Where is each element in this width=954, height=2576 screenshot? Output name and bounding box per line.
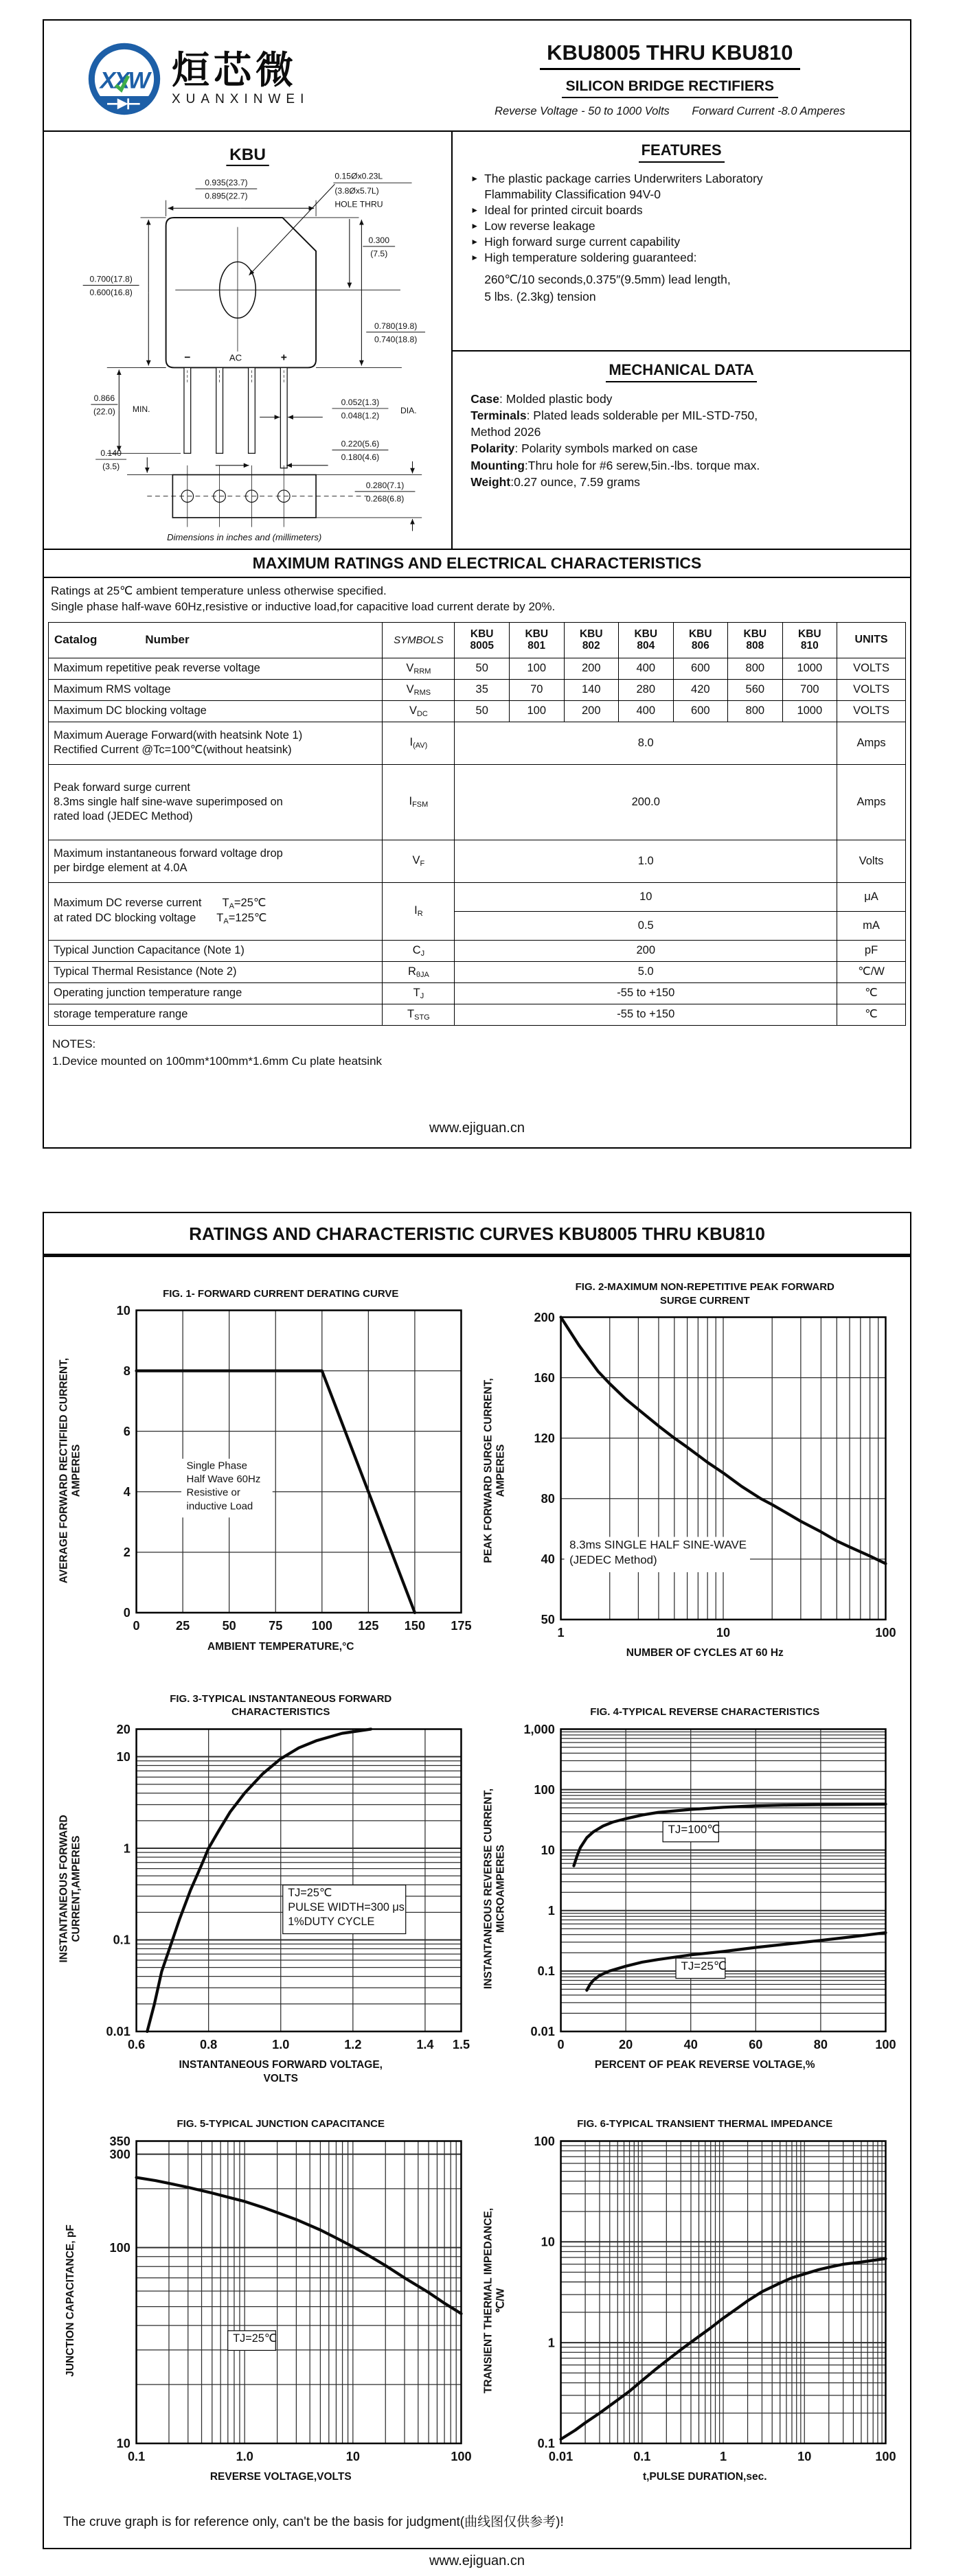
row-symbol: $V_F$	[383, 840, 455, 882]
logo-icon	[84, 38, 165, 119]
svg-text:0.180(4.6): 0.180(4.6)	[341, 452, 380, 463]
row-unit: VOLTS	[837, 700, 906, 722]
fig1-x-axis-label: AMBIENT TEMPERATURE,°C	[207, 1640, 354, 1653]
svg-text:0.6: 0.6	[127, 2037, 146, 2051]
row-value: 50	[455, 658, 510, 679]
row-value: 1000	[782, 658, 837, 679]
features-section: FEATURES ► The plastic package carries Underwriters Laboratory Flammability Classification 94V-0 ► Ideal for printed circuit boards ► Low reverse leakage ► High forward surge current capability ► High temperature soldering guaranteed: 260℃/10 seconds,0.375″(9.5mm) lead length, 5 lbs. (2.3kg) tension	[453, 132, 910, 352]
title-block	[444, 41, 896, 118]
row-value: 0.5	[455, 911, 837, 940]
svg-text:6: 6	[123, 1425, 130, 1439]
svg-text:1: 1	[547, 1903, 555, 1918]
part-number-title: KBU8005 THRU KBU810	[540, 41, 799, 70]
svg-text:20: 20	[618, 2037, 633, 2051]
row-label: Typical Thermal Resistance (Note 2)	[49, 961, 383, 982]
svg-text:(7.5): (7.5)	[370, 249, 388, 259]
model-header: KBU 8005	[455, 622, 510, 658]
fig2	[479, 1280, 900, 1661]
row-unit: ℃	[837, 1004, 906, 1025]
svg-text:0: 0	[123, 1606, 130, 1620]
row-symbol: $I_{(AV)}$	[383, 722, 455, 764]
row-label: Maximum DC blocking voltage	[49, 700, 383, 722]
table-header-row	[49, 622, 906, 658]
row-symbol: $I_R$	[383, 882, 455, 940]
svg-text:0.268(6.8): 0.268(6.8)	[365, 494, 405, 504]
svg-text:MIN.: MIN.	[132, 404, 150, 414]
row-unit: ℃	[837, 982, 906, 1004]
svg-text:100: 100	[534, 1782, 555, 1797]
svg-text:KBU: KBU	[229, 146, 266, 165]
row-value: 200	[564, 700, 619, 722]
row-unit: Amps	[837, 722, 906, 764]
ratings-tagline: Reverse Voltage - 50 to 1000 Volts Forward Current -8.0 Amperes	[495, 104, 845, 117]
fig6-plot	[511, 2132, 900, 2469]
svg-text:8: 8	[123, 1364, 130, 1379]
row-value: 70	[509, 679, 564, 700]
row-value: 600	[673, 658, 728, 679]
svg-text:200: 200	[534, 1310, 555, 1324]
svg-text:10: 10	[716, 1625, 730, 1640]
svg-text:1%DUTY CYCLE: 1%DUTY CYCLE	[288, 1915, 375, 1928]
company-name-en: XUANXINWEI	[172, 91, 310, 106]
fig5-y-axis-label: JUNCTION CAPACITANCE, pF	[64, 2224, 76, 2378]
svg-text:1,000: 1,000	[523, 1722, 555, 1736]
fig1	[55, 1280, 475, 1661]
svg-text:300: 300	[109, 2147, 130, 2161]
mechanical-data-section: MECHANICAL DATA Case: Molded plastic body Terminals: Plated leads solderable per MIL-STD-750, Method 2026 Polarity: Polarity symbols marked on case Mounting:Thru hole for #6 serew,5in.-lbs. torque max. Weight:0.27 ounce, 7.59 grams	[470, 361, 760, 489]
svg-text:40: 40	[683, 2037, 698, 2051]
svg-text:0.140: 0.140	[100, 448, 122, 459]
row-value: 5.0	[455, 961, 837, 982]
svg-text:1: 1	[557, 1625, 565, 1640]
website-footer: www.ejiguan.cn	[429, 1120, 525, 1136]
svg-text:0.866: 0.866	[93, 393, 115, 404]
svg-text:1.0: 1.0	[272, 2037, 290, 2051]
svg-text:0.780(19.8): 0.780(19.8)	[374, 321, 418, 331]
fig4-title: FIG. 4-TYPICAL REVERSE CHARACTERISTICS	[590, 1706, 820, 1718]
svg-text:0.048(1.2): 0.048(1.2)	[341, 411, 380, 421]
table-row	[49, 1004, 906, 1025]
row-label: Maximum RMS voltage	[49, 679, 383, 700]
svg-text:10: 10	[541, 2235, 555, 2249]
table-row	[49, 679, 906, 700]
catalog-number-header: Catalog Number	[49, 622, 383, 658]
svg-text:100: 100	[109, 2240, 130, 2255]
fig6	[479, 2117, 900, 2484]
row-value: -55 to +150	[455, 982, 837, 1004]
svg-text:(22.0): (22.0)	[93, 406, 115, 417]
row-label: Peak forward surge current 8.3ms single half sine-wave superimposed on rated load (JEDEC Method)	[49, 764, 383, 840]
svg-text:0.8: 0.8	[200, 2037, 218, 2051]
row-value: 8.0	[455, 722, 837, 764]
row-value: 800	[728, 658, 783, 679]
svg-text:20: 20	[116, 1722, 130, 1736]
svg-text:175: 175	[451, 1619, 472, 1633]
fig3-y-axis-label: INSTANTANEOUS FORWARD CURRENT,AMPERES	[58, 1815, 82, 1964]
svg-text:1: 1	[123, 1841, 130, 1855]
svg-text:PULSE WIDTH=300 μs: PULSE WIDTH=300 μs	[288, 1900, 405, 1913]
row-value: 280	[619, 679, 674, 700]
svg-text:TJ=25℃: TJ=25℃	[233, 2332, 277, 2345]
svg-text:1: 1	[719, 2449, 727, 2463]
row-symbol: $T_{STG}$	[383, 1004, 455, 1025]
fig3	[55, 1692, 475, 2086]
svg-text:TJ=25℃: TJ=25℃	[288, 1886, 332, 1899]
row-value: 800	[728, 700, 783, 722]
svg-text:Dimensions in inches and (mill: Dimensions in inches and (millimeters)	[167, 532, 322, 543]
row-unit: mA	[837, 911, 906, 940]
svg-text:1: 1	[547, 2336, 555, 2350]
svg-text:1.5: 1.5	[452, 2037, 470, 2051]
svg-text:inductive Load: inductive Load	[186, 1500, 253, 1513]
website-footer: www.ejiguan.cn	[429, 2553, 525, 2569]
svg-text:0.01: 0.01	[530, 2025, 555, 2039]
table-row	[49, 658, 906, 679]
svg-text:(3.8Øx5.7L): (3.8Øx5.7L)	[334, 185, 379, 196]
row-unit: pF	[837, 940, 906, 961]
fig6-x-axis-label: t,PULSE DURATION,sec.	[642, 2471, 767, 2483]
svg-text:0.01: 0.01	[548, 2449, 573, 2463]
svg-text:100: 100	[311, 1619, 332, 1633]
symbols-header: SYMBOLS	[383, 622, 455, 658]
svg-text:75: 75	[269, 1619, 283, 1633]
svg-text:1.4: 1.4	[416, 2037, 434, 2051]
row-value: 400	[619, 700, 674, 722]
svg-text:1.0: 1.0	[236, 2449, 253, 2463]
model-header: KBU 801	[509, 622, 564, 658]
features-heading: FEATURES	[639, 141, 725, 163]
row-value: 50	[455, 700, 510, 722]
fig1-y-axis-label: AVERAGE FORWARD RECTIFIED CURRENT, AMPERES	[58, 1357, 82, 1583]
row-symbol: $I_{FSM}$	[383, 764, 455, 840]
table-row	[49, 961, 906, 982]
svg-text:AC: AC	[229, 352, 242, 363]
table-row	[49, 840, 906, 882]
table-row	[49, 700, 906, 722]
svg-text:120: 120	[534, 1431, 555, 1445]
fig3-x-axis-label: INSTANTANEOUS FORWARD VOLTAGE, VOLTS	[179, 2058, 383, 2085]
svg-text:TJ=25℃: TJ=25℃	[681, 1959, 727, 1973]
svg-text:0.895(22.7): 0.895(22.7)	[205, 191, 248, 201]
table-row	[49, 982, 906, 1004]
table-row	[49, 940, 906, 961]
svg-text:80: 80	[541, 1491, 555, 1506]
mechanical-data-heading: MECHANICAL DATA	[606, 361, 756, 382]
row-value: 1000	[782, 700, 837, 722]
fig1-plot	[87, 1302, 475, 1638]
svg-text:50: 50	[541, 1613, 555, 1627]
svg-text:10: 10	[541, 1843, 555, 1857]
svg-text:100: 100	[874, 1625, 896, 1640]
curves-grid	[44, 1257, 910, 2484]
model-header: KBU 806	[673, 622, 728, 658]
svg-text:0.1: 0.1	[113, 1933, 130, 1947]
notes-section	[44, 1026, 910, 1070]
fig4	[479, 1692, 900, 2086]
package-outline-drawing	[47, 136, 448, 547]
table-row	[49, 764, 906, 840]
row-label: Maximum repetitive peak reverse voltage	[49, 658, 383, 679]
svg-text:100: 100	[451, 2449, 472, 2463]
row-value: 200	[455, 940, 837, 961]
svg-text:0.740(18.8): 0.740(18.8)	[374, 334, 418, 345]
svg-text:0.052(1.3): 0.052(1.3)	[341, 398, 380, 408]
ratings-table	[48, 622, 906, 1026]
fig4-y-axis-label: INSTANTANEOUS REVERSE CURRENT, MICROAMPERES	[482, 1789, 507, 1990]
note-line: 1.Device mounted on 100mm*100mm*1.6mm Cu plate heatsink	[52, 1055, 383, 1068]
svg-text:100: 100	[534, 2134, 555, 2148]
device-type-subtitle: SILICON BRIDGE RECTIFIERS	[562, 78, 778, 98]
bullet-icon: ►	[470, 237, 479, 247]
svg-text:4: 4	[123, 1485, 130, 1499]
curves-disclaimer: The cruve graph is for reference only, can't be the basis for judgment(曲线图仅供参考)!	[63, 2515, 564, 2530]
max-ratings-banner: MAXIMUM RATINGS AND ELECTRICAL CHARACTERISTICS	[44, 549, 910, 578]
table-row	[49, 722, 906, 764]
svg-text:0.1: 0.1	[127, 2449, 146, 2463]
svg-text:Single Phase: Single Phase	[186, 1460, 247, 1472]
row-symbol: $R_{\theta JA}$	[383, 961, 455, 982]
svg-text:+: +	[280, 352, 287, 364]
curves-page-title: RATINGS AND CHARACTERISTIC CURVES KBU8005 THRU KBU810	[44, 1213, 910, 1257]
svg-text:(3.5): (3.5)	[102, 461, 120, 472]
row-unit: μA	[837, 882, 906, 911]
fig4-x-axis-label: PERCENT OF PEAK REVERSE VOLTAGE,%	[594, 2059, 815, 2071]
fig5	[55, 2117, 475, 2484]
fig6-y-axis-label: TRANSIENT THERMAL IMPEDANCE, ℃/W	[482, 2208, 507, 2394]
svg-text:Resistive or: Resistive or	[186, 1486, 240, 1499]
row-value: 140	[564, 679, 619, 700]
row-unit: ℃/W	[837, 961, 906, 982]
svg-text:0.1: 0.1	[537, 1964, 555, 1978]
fig3-title: FIG. 3-TYPICAL INSTANTANEOUS FORWARD CHARACTERISTICS	[170, 1692, 392, 1718]
svg-text:0.220(5.6): 0.220(5.6)	[341, 439, 380, 449]
row-symbol: $V_{RMS}$	[383, 679, 455, 700]
row-label: Maximum instantaneous forward voltage drop per birdge element at 4.0A	[49, 840, 383, 882]
svg-text:0: 0	[133, 1619, 140, 1633]
svg-text:0.1: 0.1	[537, 2436, 555, 2450]
row-value: 420	[673, 679, 728, 700]
row-value: 600	[673, 700, 728, 722]
svg-text:150: 150	[404, 1619, 426, 1633]
row-value: -55 to +150	[455, 1004, 837, 1025]
bullet-icon: ►	[470, 174, 479, 183]
row-unit: Amps	[837, 764, 906, 840]
svg-text:160: 160	[534, 1370, 555, 1385]
svg-text:0.300: 0.300	[368, 235, 390, 246]
svg-text:0.1: 0.1	[633, 2449, 650, 2463]
fig2-title: FIG. 2-MAXIMUM NON-REPETITIVE PEAK FORWARD SURGE CURRENT	[575, 1281, 834, 1307]
svg-text:0.01: 0.01	[106, 2024, 130, 2038]
row-value: 560	[728, 679, 783, 700]
row-value: 200.0	[455, 764, 837, 840]
svg-text:10: 10	[345, 2449, 360, 2463]
row-value: 1.0	[455, 840, 837, 882]
svg-text:0.600(16.8): 0.600(16.8)	[89, 288, 133, 298]
svg-text:60: 60	[748, 2037, 762, 2051]
row-value: 10	[455, 882, 837, 911]
svg-text:80: 80	[813, 2037, 828, 2051]
row-value: 200	[564, 658, 619, 679]
model-header: KBU 802	[564, 622, 619, 658]
datasheet-page-1	[43, 19, 911, 1149]
row-label: Typical Junction Capacitance (Note 1)	[49, 940, 383, 961]
svg-text:(JEDEC Method): (JEDEC Method)	[569, 1553, 657, 1567]
svg-text:10: 10	[116, 2436, 130, 2450]
row-value: 400	[619, 658, 674, 679]
svg-text:40: 40	[541, 1552, 555, 1567]
row-value: 100	[509, 700, 564, 722]
fig5-plot	[87, 2132, 475, 2469]
model-header: KBU 808	[728, 622, 783, 658]
svg-text:10: 10	[116, 1304, 130, 1318]
row-value: 700	[782, 679, 837, 700]
company-name-cn: 烜芯微	[172, 49, 298, 92]
svg-text:0: 0	[557, 2037, 565, 2051]
row-symbol: $T_J$	[383, 982, 455, 1004]
row-label: storage temperature range	[49, 1004, 383, 1025]
svg-text:10: 10	[797, 2449, 811, 2463]
fig4-plot	[511, 1721, 900, 2057]
svg-text:XXW: XXW	[100, 67, 149, 94]
svg-text:0.700(17.8): 0.700(17.8)	[89, 274, 133, 284]
svg-text:TJ=100℃: TJ=100℃	[668, 1822, 720, 1836]
svg-text:8.3ms SINGLE HALF SINE-WAVE: 8.3ms SINGLE HALF SINE-WAVE	[569, 1538, 747, 1552]
svg-text:0.280(7.1): 0.280(7.1)	[365, 481, 405, 491]
table-row	[49, 882, 906, 911]
row-label: Maximum DC reverse current $T_A=25℃$ at rated DC blocking voltage $T_A=125℃$	[49, 882, 383, 940]
svg-text:0.935(23.7): 0.935(23.7)	[205, 178, 248, 188]
svg-text:350: 350	[109, 2134, 130, 2148]
row-symbol: $V_{DC}$	[383, 700, 455, 722]
bullet-icon: ►	[470, 205, 479, 216]
fig5-title: FIG. 5-TYPICAL JUNCTION CAPACITANCE	[177, 2118, 385, 2130]
svg-text:125: 125	[358, 1619, 379, 1633]
svg-text:Half Wave 60Hz: Half Wave 60Hz	[186, 1473, 261, 1486]
fig3-plot	[87, 1721, 475, 2057]
svg-text:1.2: 1.2	[344, 2037, 362, 2051]
svg-text:100: 100	[874, 2449, 896, 2463]
fig2-x-axis-label: NUMBER OF CYCLES AT 60 Hz	[626, 1647, 784, 1659]
fig1-title: FIG. 1- FORWARD CURRENT DERATING CURVE	[163, 1287, 399, 1300]
fig6-title: FIG. 6-TYPICAL TRANSIENT THERMAL IMPEDANCE	[577, 2118, 833, 2130]
svg-text:50: 50	[222, 1619, 236, 1633]
svg-text:−: −	[184, 352, 191, 364]
datasheet-page-2	[43, 1212, 911, 2549]
svg-text:25: 25	[176, 1619, 190, 1633]
svg-text:0.15Øx0.23L: 0.15Øx0.23L	[334, 171, 383, 181]
company-logo	[58, 38, 444, 119]
row-label: Maximum Auerage Forward(with heatsink Note 1) Rectified Current @Tc=100℃(without heatsink)	[49, 722, 383, 764]
fig5-x-axis-label: REVERSE VOLTAGE,VOLTS	[209, 2471, 352, 2483]
row-value: 35	[455, 679, 510, 700]
row-unit: VOLTS	[837, 658, 906, 679]
svg-text:100: 100	[874, 2037, 896, 2051]
model-header: KBU 804	[619, 622, 674, 658]
fig2-plot	[511, 1309, 900, 1645]
units-header: UNITS	[837, 622, 906, 658]
row-symbol: $V_{RRM}$	[383, 658, 455, 679]
fig2-y-axis-label: PEAK FORWARD SURGE CURRENT, AMPERES	[482, 1378, 507, 1563]
bullet-icon: ►	[470, 253, 479, 263]
bullet-icon: ►	[470, 221, 479, 231]
row-label: Operating junction temperature range	[49, 982, 383, 1004]
notes-heading: NOTES:	[52, 1037, 96, 1050]
drawing-and-features	[44, 132, 910, 549]
svg-text:10: 10	[116, 1749, 130, 1764]
model-header: KBU 810	[782, 622, 837, 658]
row-value: 100	[509, 658, 564, 679]
package-drawing-panel	[44, 132, 453, 549]
svg-text:DIA.: DIA.	[400, 405, 417, 415]
svg-text:2: 2	[123, 1545, 130, 1560]
rating-conditions: Ratings at 25℃ ambient temperature unless otherwise specified. Single phase half-wave 60Hz,resistive or inductive load,for capacitive load current derate by 20%.	[51, 584, 556, 613]
header	[44, 21, 910, 132]
row-unit: Volts	[837, 840, 906, 882]
svg-text:HOLE THRU: HOLE THRU	[334, 199, 383, 209]
row-symbol: $C_J$	[383, 940, 455, 961]
row-unit: VOLTS	[837, 679, 906, 700]
